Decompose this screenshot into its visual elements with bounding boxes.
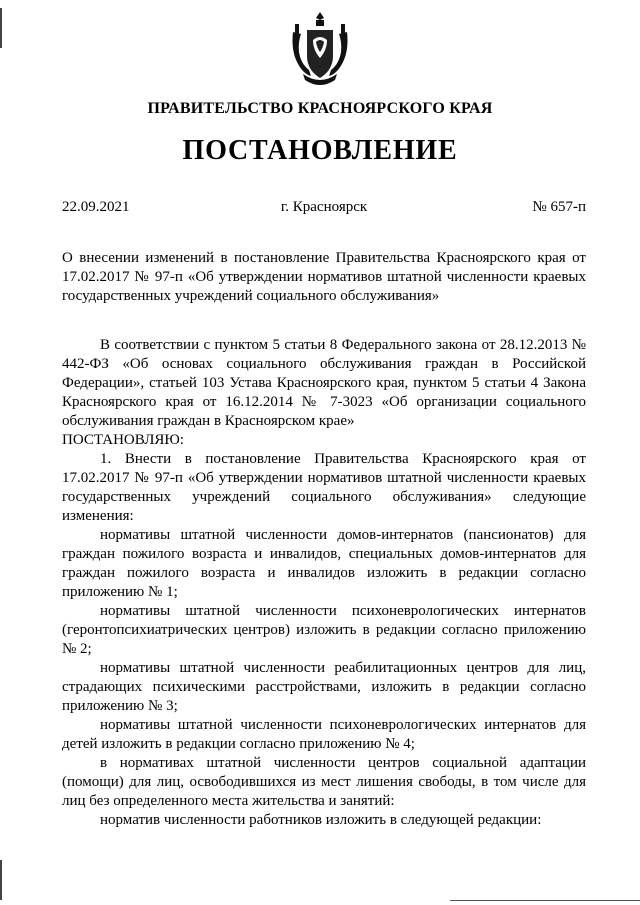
change-3-paragraph: нормативы штатной численности реабилитационных центров для лиц, страдающих психическими расстройствами, изложить в редакции согласно приложению № 3; — [62, 660, 586, 714]
document-number: № 657-п — [532, 199, 586, 215]
scan-edge-mark — [0, 8, 2, 48]
change-4-paragraph: нормативы штатной численности психоневрологических интернатов для детей изложить в редакции согласно приложению № 4; — [62, 717, 586, 752]
change-5-sub-paragraph: норматив численности работников изложить в следующей редакции: — [100, 812, 542, 828]
change-2-paragraph: нормативы штатной численности психоневрологических интернатов (геронтопсихиатрических центров) изложить в редакции согласно приложению № 2; — [62, 603, 586, 657]
scan-edge-mark — [0, 860, 2, 900]
coat-of-arms-icon — [289, 10, 351, 90]
document-place: г. Красноярск — [280, 199, 368, 215]
item-1-paragraph: 1. Внести в постановление Правительства Красноярского края от 17.02.2017 № 97-п «Об утверждении нормативов штатной численности краевых государственных учреждений социального обслуживания» следующие изменения: — [62, 451, 586, 524]
document-title: О внесении изменений в постановление Правительства Красноярского края от 17.02.2017 № 97-п «Об утверждении нормативов штатной численности краевых государственных учреждений социального обслуживания» — [62, 250, 586, 304]
document-body — [62, 336, 586, 830]
document-meta-row — [62, 199, 586, 219]
decree-word: ПОСТАНОВЛЯЮ: — [62, 432, 184, 448]
preamble-paragraph: В соответствии с пунктом 5 статьи 8 Федерального закона от 28.12.2013 № 442-ФЗ «Об основах социального обслуживания граждан в Российской Федерации», статьей 103 Устава Красноярского края, пунктом 5 статьи 4 Закона Красноярского края от 16.12.2014 № 7-3023 «Об организации социального обслуживания граждан в Красноярском крае» — [62, 337, 586, 429]
government-name: ПРАВИТЕЛЬСТВО КРАСНОЯРСКОГО КРАЯ — [147, 100, 493, 117]
document-date: 22.09.2021 — [62, 199, 130, 215]
change-1-paragraph: нормативы штатной численности домов-интернатов (пансионатов) для граждан пожилого возраста и инвалидов, специальных домов-интернатов для граждан пожилого возраста и инвалидов изложить в редакции согласно приложению № 1; — [62, 527, 586, 600]
scan-edge-line — [450, 900, 640, 901]
change-5-paragraph: в нормативах штатной численности центров социальной адаптации (помощи) для лиц, освободившихся из мест лишения свободы, в том числе для лиц без определенного места жительства и занятий: — [62, 755, 586, 809]
document-type-heading: ПОСТАНОВЛЕНИЕ — [182, 135, 458, 166]
